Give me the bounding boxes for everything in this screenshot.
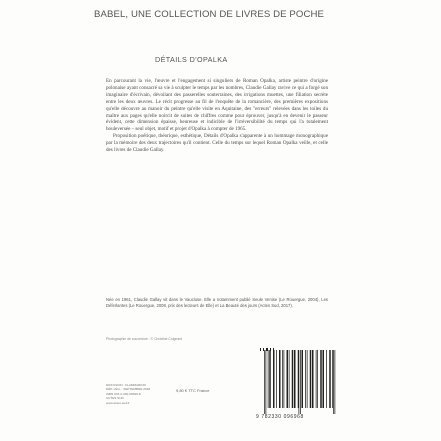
isbn-barcode <box>256 348 338 424</box>
barcode-bar <box>302 350 304 408</box>
blurb-paragraph: Proposition poétique, théorique, esthétique, Détails d'Opalka s'apparente à un hommage monographique par la mémoire des deux trajectoires qu'il contient. Celle du temps sur lequel Roman Opalka veille, et celle des livres de Claudie Gallay. <box>106 133 328 154</box>
barcode-bars <box>264 350 336 414</box>
imprint-line: DÉP. LÉG. : SEPTEMBRE 2018 <box>106 387 151 392</box>
barcode-bar <box>316 350 317 408</box>
barcode-bar <box>312 350 314 408</box>
barcode-bar <box>292 350 294 408</box>
imprint-line: DIFFUSION : FLAMMARION <box>106 383 146 387</box>
collection-header: BABEL, UNE COLLECTION DE LIVRES DE POCHE <box>94 9 325 20</box>
barcode-bar <box>294 350 296 408</box>
barcode-bar <box>305 350 306 408</box>
barcode-bar <box>289 350 290 408</box>
barcode-bar <box>284 350 285 408</box>
barcode-guard-bar <box>335 350 336 414</box>
barcode-bar <box>287 350 289 408</box>
barcode-bar <box>298 350 299 408</box>
blurb-text <box>106 78 328 154</box>
imprint-line: ISBN 978-2-330-09696-8 <box>106 391 141 396</box>
author-bio: Née en 1961, Claudie Gallay vit dans le Vaucluse. Elle a notamment publié Seule Venise (Le Rouergue, 2004), Les Déferlantes (Le Rouergue, 2008, prix des lecteurs de Elle) et La Beauté des jours (Actes Sud, 2017). <box>106 297 328 308</box>
barcode-guard-bar <box>264 350 265 414</box>
barcode-guard-bar <box>299 350 300 414</box>
barcode-guard-bar <box>300 350 301 414</box>
barcode-bar <box>332 350 333 408</box>
imprint-line: www.actes-sud.fr <box>106 400 130 405</box>
section-title: DÉTAILS D'OPALKA <box>155 55 228 64</box>
barcode-bar <box>273 350 275 408</box>
barcode-bar <box>282 350 283 408</box>
barcode-bar <box>269 350 271 408</box>
blurb-paragraph: En parcourant la vie, l'œuvre et l'engagement si singuliers de Roman Opalka, artiste peintre d'origine polonaise ayant consacré sa vie à sculpter le temps par les nombres, Claudie Gallay ravive ce qui a forgé son imaginaire d'écrivain, dévoilant des passerelles souterraines, des irrigations muettes, une filiation secrète entre les deux œuvres. Le récit progresse au fil de l'enquête de la romancière, des premières expositions qu'elle découvre au manoir du peintre qu'elle visite en Aquitaine, des "erreurs" relevées dans les toiles du maître aux pages qu'elle noircit de suites de chiffres comme pour éprouver, jusqu'à en devenir le passeur évident, cette dimension épaisse, heureuse et indicible de l'irréversibilité du temps qui l'a totalement bouleversée – seul objet, motif et projet d'Opalka à compter de 1965. <box>106 78 328 133</box>
barcode-bar <box>268 350 269 408</box>
barcode-bar <box>276 350 277 408</box>
isbn-number: 9 782330 096968 <box>256 414 304 420</box>
barcode-guard-bar <box>266 350 267 414</box>
barcode-bar <box>326 350 327 408</box>
barcode-bar <box>329 350 331 408</box>
barcode-bar <box>320 350 322 408</box>
barcode-bar <box>307 350 308 408</box>
barcode-bar <box>317 350 318 408</box>
barcode-bar <box>279 350 281 408</box>
photo-credit: Photographie de couverture : © Christine Coignard <box>106 337 183 341</box>
imprint-line: ACTES SUD <box>106 396 124 401</box>
barcode-bar <box>323 350 325 408</box>
publisher-imprint <box>106 383 176 405</box>
barcode-guard-bar <box>333 350 334 414</box>
barcode-bar <box>310 350 312 408</box>
price-label: 9,80 € TTC France <box>176 388 210 393</box>
